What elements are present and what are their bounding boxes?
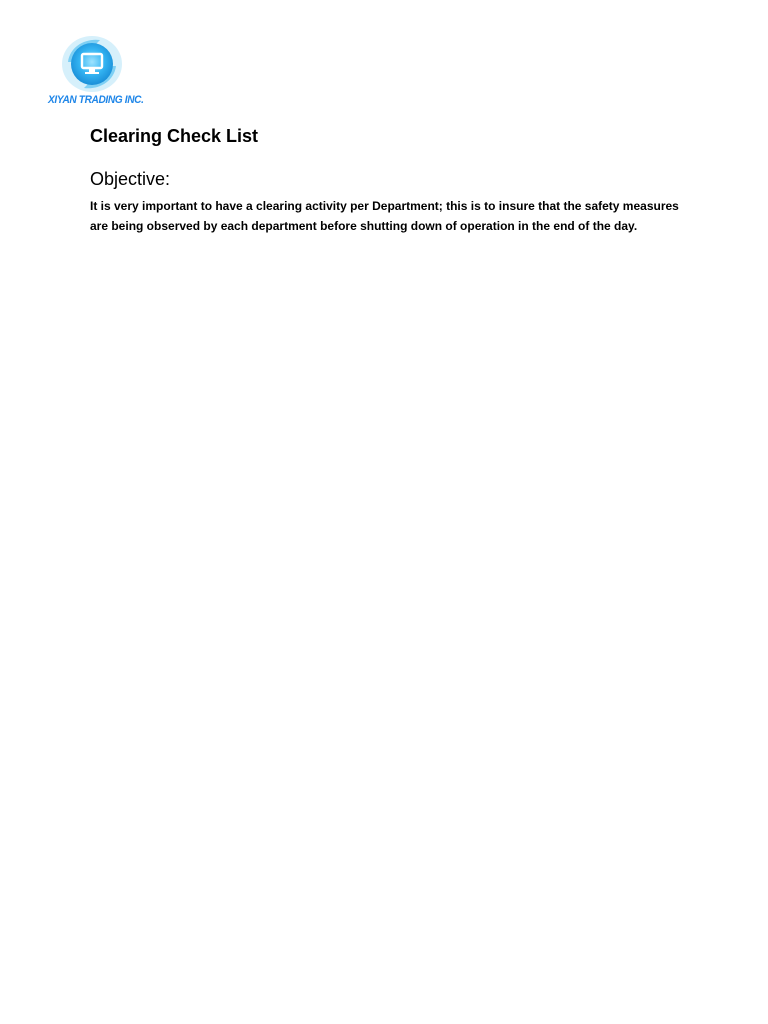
document-title: Clearing Check List (90, 126, 259, 146)
objective-heading: Objective: (90, 169, 171, 189)
company-logo (44, 30, 144, 112)
company-name: XIYAN TRADING INC. (48, 94, 144, 106)
monitor-icon (60, 32, 124, 96)
objective-paragraph: It is very important to have a clearing activity per Department; this is to insure that the safety measures are being observed by each department before shutting down of operation in the end of the day. (90, 199, 679, 233)
